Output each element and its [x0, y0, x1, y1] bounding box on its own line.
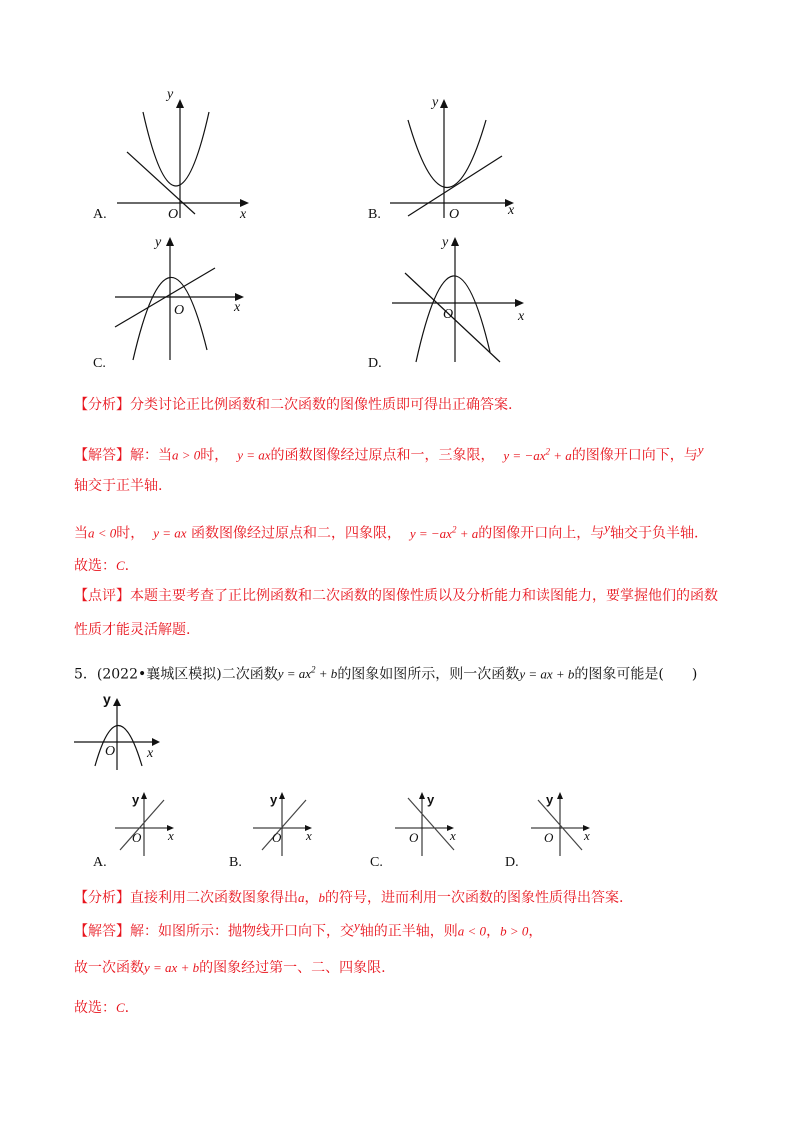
question-text: 的图象如图所示，则一次函数 [337, 666, 520, 683]
solution-1-line-3 [74, 518, 698, 544]
x-axis-label: x [450, 828, 456, 843]
solution-tag: 【解答】 [74, 447, 130, 464]
solution-text: 当 [74, 525, 88, 542]
math-part: + a [550, 447, 572, 463]
solution-1-line-1 [74, 440, 704, 466]
origin-label: O [105, 744, 116, 759]
y-axis-label: y [103, 691, 111, 707]
question-text: 5．(2022•襄城区模拟)二次函数 [74, 666, 278, 683]
question-text: 的图象可能是( ) [574, 666, 698, 683]
q5-option-d-graph [528, 788, 603, 858]
question-5-graph [72, 690, 172, 775]
solution-text: 解：当 [130, 447, 172, 464]
math-expression: a < 0 [457, 923, 487, 939]
y-axis-label: y [167, 87, 174, 102]
solution-text: 轴交于负半轴. [610, 525, 699, 542]
y-axis-label: y [155, 235, 162, 250]
y-axis-label: y [546, 792, 554, 807]
math-part: y = ax [277, 666, 312, 682]
analysis-2 [74, 888, 623, 908]
q5-option-c-label: C. [370, 855, 383, 870]
x-axis-label: x [508, 203, 515, 218]
solution-text: 时， [200, 447, 229, 464]
math-variable: y [697, 442, 704, 457]
math-expression: b > 0 [500, 923, 529, 939]
solution-text: 的图像开口向下，与 [571, 447, 698, 464]
x-axis-label: x [518, 309, 525, 324]
math-variable: y [604, 520, 611, 535]
y-axis-label: y [132, 792, 140, 807]
solution-text: ， [528, 923, 543, 940]
q5-option-a-label: A. [93, 855, 107, 870]
analysis-tag: 【分析】 [74, 397, 130, 413]
choice-end: . [124, 1000, 130, 1016]
y-axis-label: y [432, 95, 439, 110]
solution-text: 故一次函数 [74, 960, 144, 976]
origin-label: O [544, 830, 554, 845]
q5-option-c-graph [392, 788, 467, 858]
math-expression [278, 666, 338, 681]
comment-tag: 【点评】 [74, 588, 130, 604]
math-part: + a [456, 525, 479, 541]
solution-tag: 【解答】 [74, 923, 130, 940]
analysis-tag: 【分析】 [74, 890, 130, 906]
comment-1-line-1 [74, 586, 718, 606]
solution-text: 函数图像经过原点和二，四象限， [190, 525, 401, 542]
x-axis-label: x [147, 746, 154, 761]
origin-label: O [409, 830, 419, 845]
option-c-label: C. [93, 356, 106, 371]
math-superscript: 2 [451, 524, 457, 535]
math-superscript: 2 [311, 665, 316, 675]
analysis-text: ， [304, 890, 319, 906]
math-expression: y = ax + b [519, 666, 575, 682]
origin-label: O [168, 207, 179, 222]
choice-value: C [116, 1000, 125, 1015]
solution-text: 时， [116, 525, 145, 542]
solution-1-line-2: 轴交于正半轴. [74, 478, 163, 494]
solution-2-choice [74, 998, 129, 1018]
q5-option-b-label: B. [229, 855, 242, 870]
choice-value: C [116, 558, 125, 573]
math-superscript: 2 [545, 446, 550, 457]
math-expression: a > 0 [172, 447, 201, 463]
math-variable: b [318, 890, 325, 905]
math-variable: y [354, 918, 360, 933]
solution-2-line-2 [74, 958, 386, 978]
option-b-label: B. [368, 207, 381, 222]
origin-label: O [132, 830, 142, 845]
analysis-1 [74, 395, 512, 415]
q5-option-a-graph [112, 788, 187, 858]
math-part: y = −ax [503, 447, 546, 463]
origin-label: O [174, 303, 185, 318]
origin-label: O [272, 830, 282, 845]
comment-text: 本题主要考查了正比例函数和二次函数的图像性质以及分析能力和读图能力，要掌握他们的函数 [130, 588, 718, 604]
comment-1-line-2: 性质才能灵活解题. [74, 622, 191, 638]
q5-option-d-label: D. [505, 855, 519, 870]
solution-2-line-1 [74, 916, 542, 942]
option-a-label: A. [93, 207, 107, 222]
y-axis-label: y [442, 235, 449, 250]
math-expression [503, 448, 571, 463]
solution-text: ， [486, 923, 501, 940]
option-d-label: D. [368, 356, 382, 371]
option-a-graph [115, 87, 260, 225]
math-expression: y = ax [153, 525, 187, 541]
math-expression: a < 0 [88, 525, 117, 541]
choice-label: 故选： [74, 558, 116, 574]
analysis-text: 分类讨论正比例函数和二次函数的图像性质即可得出正确答案. [130, 397, 513, 413]
math-expression: y = ax + b [144, 960, 200, 975]
solution-text: 的图象经过第一、二、四象限. [199, 960, 386, 976]
y-axis-label: y [270, 792, 278, 807]
x-axis-label: x [168, 828, 174, 843]
solution-text: 轴的正半轴，则 [359, 923, 458, 940]
solution-text: 解：如图所示：抛物线开口向下，交 [130, 923, 354, 940]
choice-label: 故选： [74, 1000, 116, 1016]
y-axis-label: y [427, 792, 435, 807]
q5-option-b-graph [250, 788, 325, 858]
option-b-graph [390, 90, 525, 225]
math-part: + b [315, 666, 338, 682]
solution-text: 的图像开口向上，与 [478, 525, 605, 542]
question-5-stem [74, 660, 697, 684]
math-part: y = −ax [409, 525, 452, 541]
x-axis-label: x [306, 828, 312, 843]
origin-label: O [449, 207, 460, 222]
solution-text: 的函数图像经过原点和一，三象限， [270, 447, 495, 464]
analysis-text: 直接利用二次函数图象得出 [130, 890, 298, 906]
math-expression [410, 526, 478, 541]
math-expression: y = ax [237, 447, 271, 463]
math-variable: a [298, 890, 305, 905]
option-c-graph [110, 230, 260, 365]
solution-1-choice [74, 556, 129, 576]
x-axis-label: x [584, 828, 590, 843]
origin-label: O [443, 307, 454, 322]
option-d-graph [390, 230, 535, 365]
choice-end: . [124, 558, 130, 574]
analysis-text: 的符号，进而利用一次函数的图象性质得出答案. [325, 890, 624, 906]
x-axis-label: x [234, 300, 241, 315]
x-axis-label: x [240, 207, 247, 222]
